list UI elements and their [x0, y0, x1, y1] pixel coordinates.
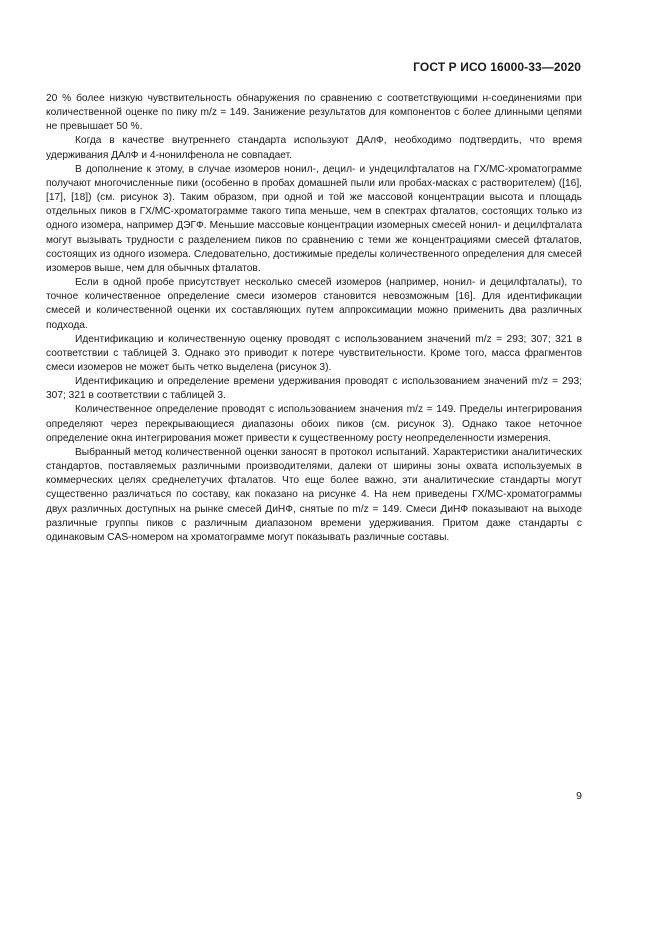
paragraph: В дополнение к этому, в случае изомеров нонил-, децил- и ундецилфталатов на ГХ/МС-хроматограмме получают многочисленные пики (особенно в пробах домашней пыли или пробах-масках с растворителем) ([16], [17], [18]) (см. рисунок 3). Таким образом, при одной и той же массовой концентрации высота и площадь отдельных пиков в ГХ/МС-хроматограмме такого типа меньше, чем в спектрах фталатов, состоящих только из одного изомера, например ДЭГФ. Меньшие массовые концентрации изомерных смесей нонил- и децилфталата могут вызывать трудности с разделением пиков по сравнению с теми же концентрациями смесей фталатов, состоящих из одного изомера. Следовательно, достижимые пределы количественного определения для смесей изомеров выше, чем для обычных фталатов.: [46, 163, 582, 274]
paragraph: Если в одной пробе присутствует несколько смесей изомеров (например, нонил- и децилфталаты), то точное количественное определение смеси изомеров становится невозможным [16]. Для идентификации смесей и количественной оценки их составляющих путем аппроксимации можно применить два различных подхода.: [46, 277, 582, 331]
document-header: ГОСТ Р ИСО 16000-33—2020: [413, 60, 581, 74]
paragraph: Количественное определение проводят с использованием значения m/z = 149. Пределы интегрирования определяют через перекрывающиеся диапазоны обоих пиков (см. рисунок 3). Однако такое неточное определение окна интегрирования может привести к существенному росту неопределенности измерения.: [46, 404, 582, 444]
paragraph: Идентификацию и определение времени удерживания проводят с использованием значений m/z = 293; 307; 321 в соответствии с таблицей 3.: [46, 376, 582, 402]
page-number: 9: [576, 790, 582, 802]
paragraph: Когда в качестве внутреннего стандарта используют ДАлФ, необходимо подтвердить, что время удерживания ДАлФ и 4-нонилфенола не совпадает.: [46, 135, 582, 161]
paragraph: Идентификацию и количественную оценку проводят с использованием значений m/z = 293; 307; 321 в соответствии с таблицей 3. Однако это приводит к потере чувствительности. Кроме того, масса фрагментов смеси изомеров не может быть четко выделена (рисунок 3).: [46, 333, 582, 373]
body-text: [46, 92, 582, 545]
paragraph: 20 % более низкую чувствительность обнаружения по сравнению с соответствующими н-соединениями при количественной оценке по пику m/z = 149. Занижение результатов для компонентов с более длинными цепями не превышает 50 %.: [46, 93, 582, 133]
paragraph: Выбранный метод количественной оценки заносят в протокол испытаний. Характеристики аналитических стандартов, поставляемых различными производителями, далеки от ширины зоны охвата используемых в коммерческих целях среднелетучих фталатов. Что еще более важно, эти аналитические стандарты могут существенно различаться по составу, как показано на рисунке 4. На нем приведены ГХ/МС-хроматограммы двух различных доступных на рынке смесей ДиНФ, снятые по m/z = 149. Смеси ДиНФ показывают на выходе различные группы пиков с различным диапазоном времени удерживания. Притом даже стандарты с одинаковым CAS-номером на хроматограмме могут показывать различные составы.: [46, 446, 582, 543]
